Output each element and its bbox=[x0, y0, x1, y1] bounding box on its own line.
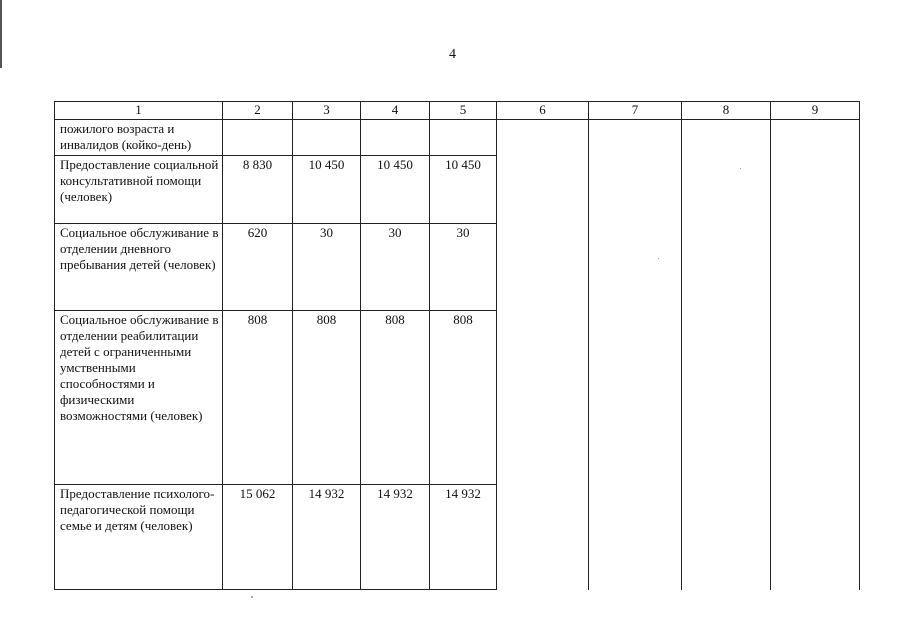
empty-column-9 bbox=[771, 120, 860, 590]
empty-column-8 bbox=[682, 120, 771, 590]
column-header: 7 bbox=[589, 102, 682, 120]
cell-value: 10 450 bbox=[430, 156, 497, 224]
column-header: 4 bbox=[361, 102, 430, 120]
row-label: Социальное обслуживание в отделении реабилитации детей с ограниченными умственными способностями и физическими возможностями (человек) bbox=[55, 311, 223, 485]
column-header: 6 bbox=[497, 102, 589, 120]
cell-value bbox=[223, 120, 293, 156]
cell-value: 10 450 bbox=[361, 156, 430, 224]
cell-value bbox=[293, 120, 361, 156]
column-header: 8 bbox=[682, 102, 771, 120]
column-header: 5 bbox=[430, 102, 497, 120]
column-header: 9 bbox=[771, 102, 860, 120]
column-header: 3 bbox=[293, 102, 361, 120]
row-label: Социальное обслуживание в отделении дневного пребывания детей (человек) bbox=[55, 224, 223, 311]
row-label: Предоставление психолого-педагогической помощи семье и детям (человек) bbox=[55, 485, 223, 590]
scan-speck bbox=[658, 258, 659, 259]
cell-value bbox=[430, 120, 497, 156]
cell-value: 808 bbox=[293, 311, 361, 485]
scan-speck bbox=[740, 168, 741, 169]
cell-value: 620 bbox=[223, 224, 293, 311]
cell-value bbox=[361, 120, 430, 156]
row-label: Предоставление социальной консультативной помощи (человек) bbox=[55, 156, 223, 224]
cell-value: 808 bbox=[430, 311, 497, 485]
cell-value: 8 830 bbox=[223, 156, 293, 224]
cell-value: 808 bbox=[223, 311, 293, 485]
cell-value: 15 062 bbox=[223, 485, 293, 590]
empty-column-6 bbox=[497, 120, 589, 590]
cell-value: 30 bbox=[430, 224, 497, 311]
column-header: 1 bbox=[55, 102, 223, 120]
cell-value: 30 bbox=[361, 224, 430, 311]
cell-value: 14 932 bbox=[293, 485, 361, 590]
table-row bbox=[55, 120, 860, 156]
cell-value: 14 932 bbox=[361, 485, 430, 590]
indicator-table bbox=[54, 101, 859, 588]
row-label: пожилого возраста и инвалидов (койко-день) bbox=[55, 120, 223, 156]
scan-edge-mark bbox=[0, 0, 2, 68]
cell-value: 30 bbox=[293, 224, 361, 311]
cell-value: 10 450 bbox=[293, 156, 361, 224]
cell-value: 808 bbox=[361, 311, 430, 485]
table-header-row bbox=[55, 102, 860, 120]
scan-speck bbox=[251, 596, 253, 598]
column-header: 2 bbox=[223, 102, 293, 120]
empty-column-7 bbox=[589, 120, 682, 590]
page-number: 4 bbox=[449, 47, 456, 62]
cell-value: 14 932 bbox=[430, 485, 497, 590]
